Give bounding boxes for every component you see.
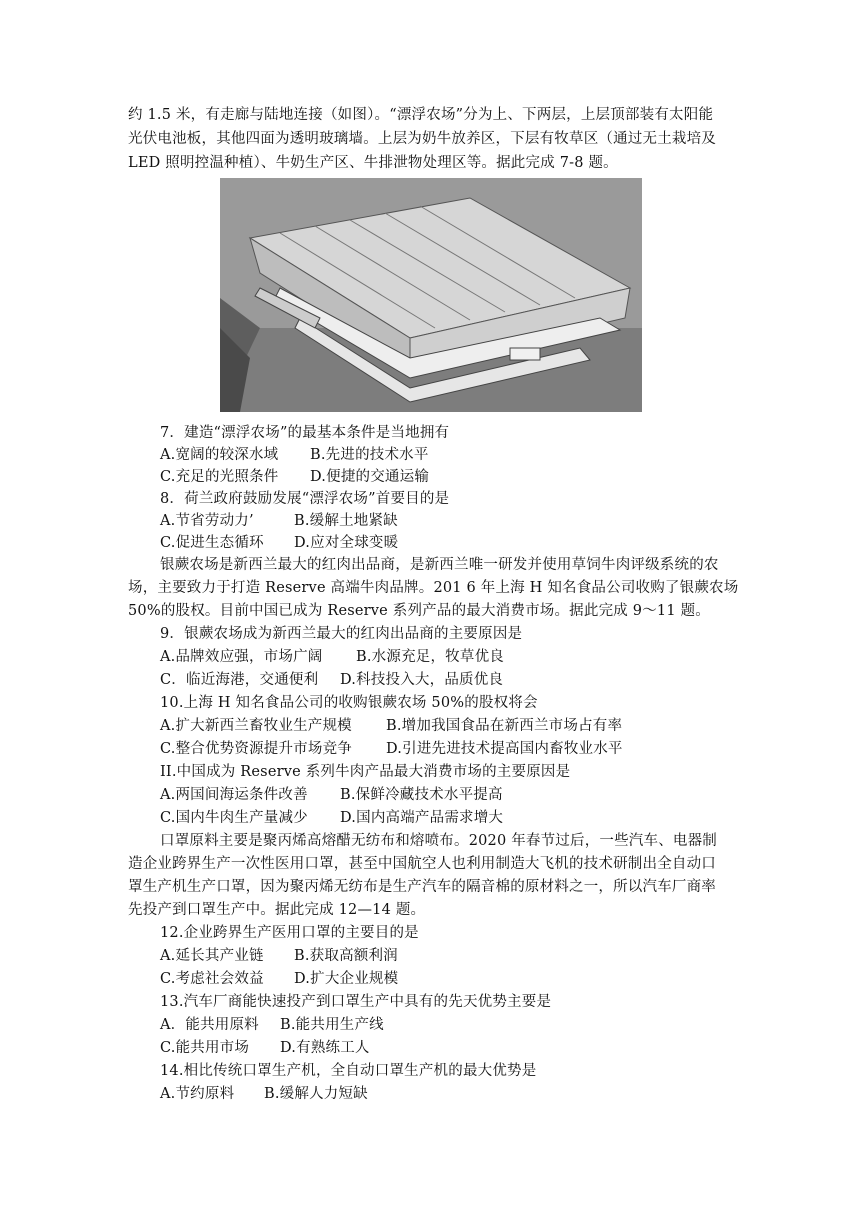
- q13-stem: 13.汽车厂商能快速投产到口罩生产中具有的先天优势主要是: [160, 994, 552, 1010]
- q12-option-a: A.延长其产业链: [160, 948, 264, 964]
- q7-option-c: C.充足的光照条件: [160, 469, 279, 485]
- q14-option-b: B.缓解人力短缺: [264, 1086, 368, 1102]
- q7-option-a: A.宽阔的较深水域: [160, 447, 279, 463]
- floating-farm-illustration: [220, 178, 642, 412]
- q13-option-c: C.能共用市场: [160, 1040, 250, 1056]
- q7-option-d: D.便捷的交通运输: [310, 469, 430, 485]
- q9-option-a: A.品牌效应强，市场广阔: [160, 649, 323, 665]
- q7-stem: 7．建造“漂浮农场”的最基本条件是当地拥有: [160, 425, 450, 441]
- q10-option-c: C.整合优势资源提升市场竞争: [160, 741, 352, 757]
- intro-line-1: 约 1.5 米，有走廊与陆地连接（如图）。“漂浮农场”分为上、下两层，上层顶部装有太阳能: [128, 107, 714, 123]
- q9-option-c: C．临近海港，交通便利: [160, 672, 319, 688]
- floating-farm-photo: [220, 178, 642, 412]
- q9-option-d: D.科技投入大，品质优良: [340, 672, 504, 688]
- q12-option-b: B.获取高额利润: [294, 948, 398, 964]
- q8-stem: 8．荷兰政府鼓励发展“漂浮农场”首要目的是: [160, 491, 450, 507]
- q10-option-b: B.增加我国食品在新西兰市场占有率: [386, 718, 623, 734]
- q12-option-d: D.扩大企业规模: [294, 971, 399, 987]
- q11-option-d: D.国内高端产品需求增大: [340, 810, 504, 826]
- q10-option-d: D.引进先进技术提高国内畜牧业水平: [386, 741, 623, 757]
- q10-option-a: A.扩大新西兰畜牧业生产规模: [160, 718, 352, 734]
- q11-stem: II.中国成为 Reserve 系列牛肉产品最大消费市场的主要原因是: [160, 764, 571, 780]
- q13-option-a: A．能共用原料: [160, 1017, 259, 1033]
- q9-stem: 9．银蕨农场成为新西兰最大的红肉出品商的主要原因是: [160, 626, 523, 642]
- q8-option-d: D.应对全球变暖: [294, 535, 399, 551]
- passage2-line-2: 场，主要致力于打造 Reserve 高端牛肉品牌。201 6 年上海 H 知名食品公司收购了银蕨农场: [128, 580, 739, 596]
- q8-option-a: A.节省劳动力’: [160, 513, 254, 529]
- passage3-line-1: 口罩原料主要是聚丙烯高熔醋无纺布和熔喷布。2020 年春节过后，一些汽车、电器制: [160, 833, 718, 849]
- q12-option-c: C.考虑社会效益: [160, 971, 264, 987]
- q7-option-b: B.先进的技术水平: [310, 447, 429, 463]
- q11-option-b: B.保鲜冷藏技术水平提高: [340, 787, 503, 803]
- passage3-line-3: 罩生产机生产口罩，因为聚丙烯无纺布是生产汽车的隔音棉的原材料之一，所以汽车厂商率: [128, 879, 716, 895]
- q13-option-b: B.能共用生产线: [280, 1017, 384, 1033]
- q13-option-d: D.有熟练工人: [280, 1040, 370, 1056]
- passage3-line-4: 先投产到口罩生产中。据此完成 12—14 题。: [128, 902, 426, 918]
- passage3-line-2: 造企业跨界生产一次性医用口罩，甚至中国航空人也利用制造大飞机的技术研制出全自动口: [128, 856, 716, 872]
- q14-option-a: A.节约原料: [160, 1086, 235, 1102]
- passage2-line-1: 银蕨农场是新西兰最大的红肉出品商，是新西兰唯一研发并使用草饲牛肉评级系统的农: [160, 557, 719, 573]
- intro-line-3: LED 照明控温种植）、牛奶生产区、牛排泄物处理区等。据此完成 7-8 题。: [128, 155, 618, 171]
- intro-line-2: 光伏电池板，其他四面为透明玻璃墙。上层为奶牛放养区，下层有牧草区（通过无土栽培及: [128, 131, 716, 147]
- q11-option-a: A.两国间海运条件改善: [160, 787, 308, 803]
- q14-stem: 14.相比传统口罩生产机，全自动口罩生产机的最大优势是: [160, 1063, 537, 1079]
- q11-option-c: C.国内牛肉生产量减少: [160, 810, 308, 826]
- q8-option-c: C.促进生态循环: [160, 535, 264, 551]
- q8-option-b: B.缓解土地紧缺: [294, 513, 398, 529]
- q12-stem: 12.企业跨界生产医用口罩的主要目的是: [160, 925, 419, 941]
- q10-stem: 10.上海 H 知名食品公司的收购银蕨农场 50%的股权将会: [160, 695, 538, 711]
- q9-option-b: B.水源充足，牧草优良: [356, 649, 504, 665]
- passage2-line-3: 50%的股权。目前中国已成为 Reserve 系列产品的最大消费市场。据此完成 9～11 题。: [128, 603, 710, 619]
